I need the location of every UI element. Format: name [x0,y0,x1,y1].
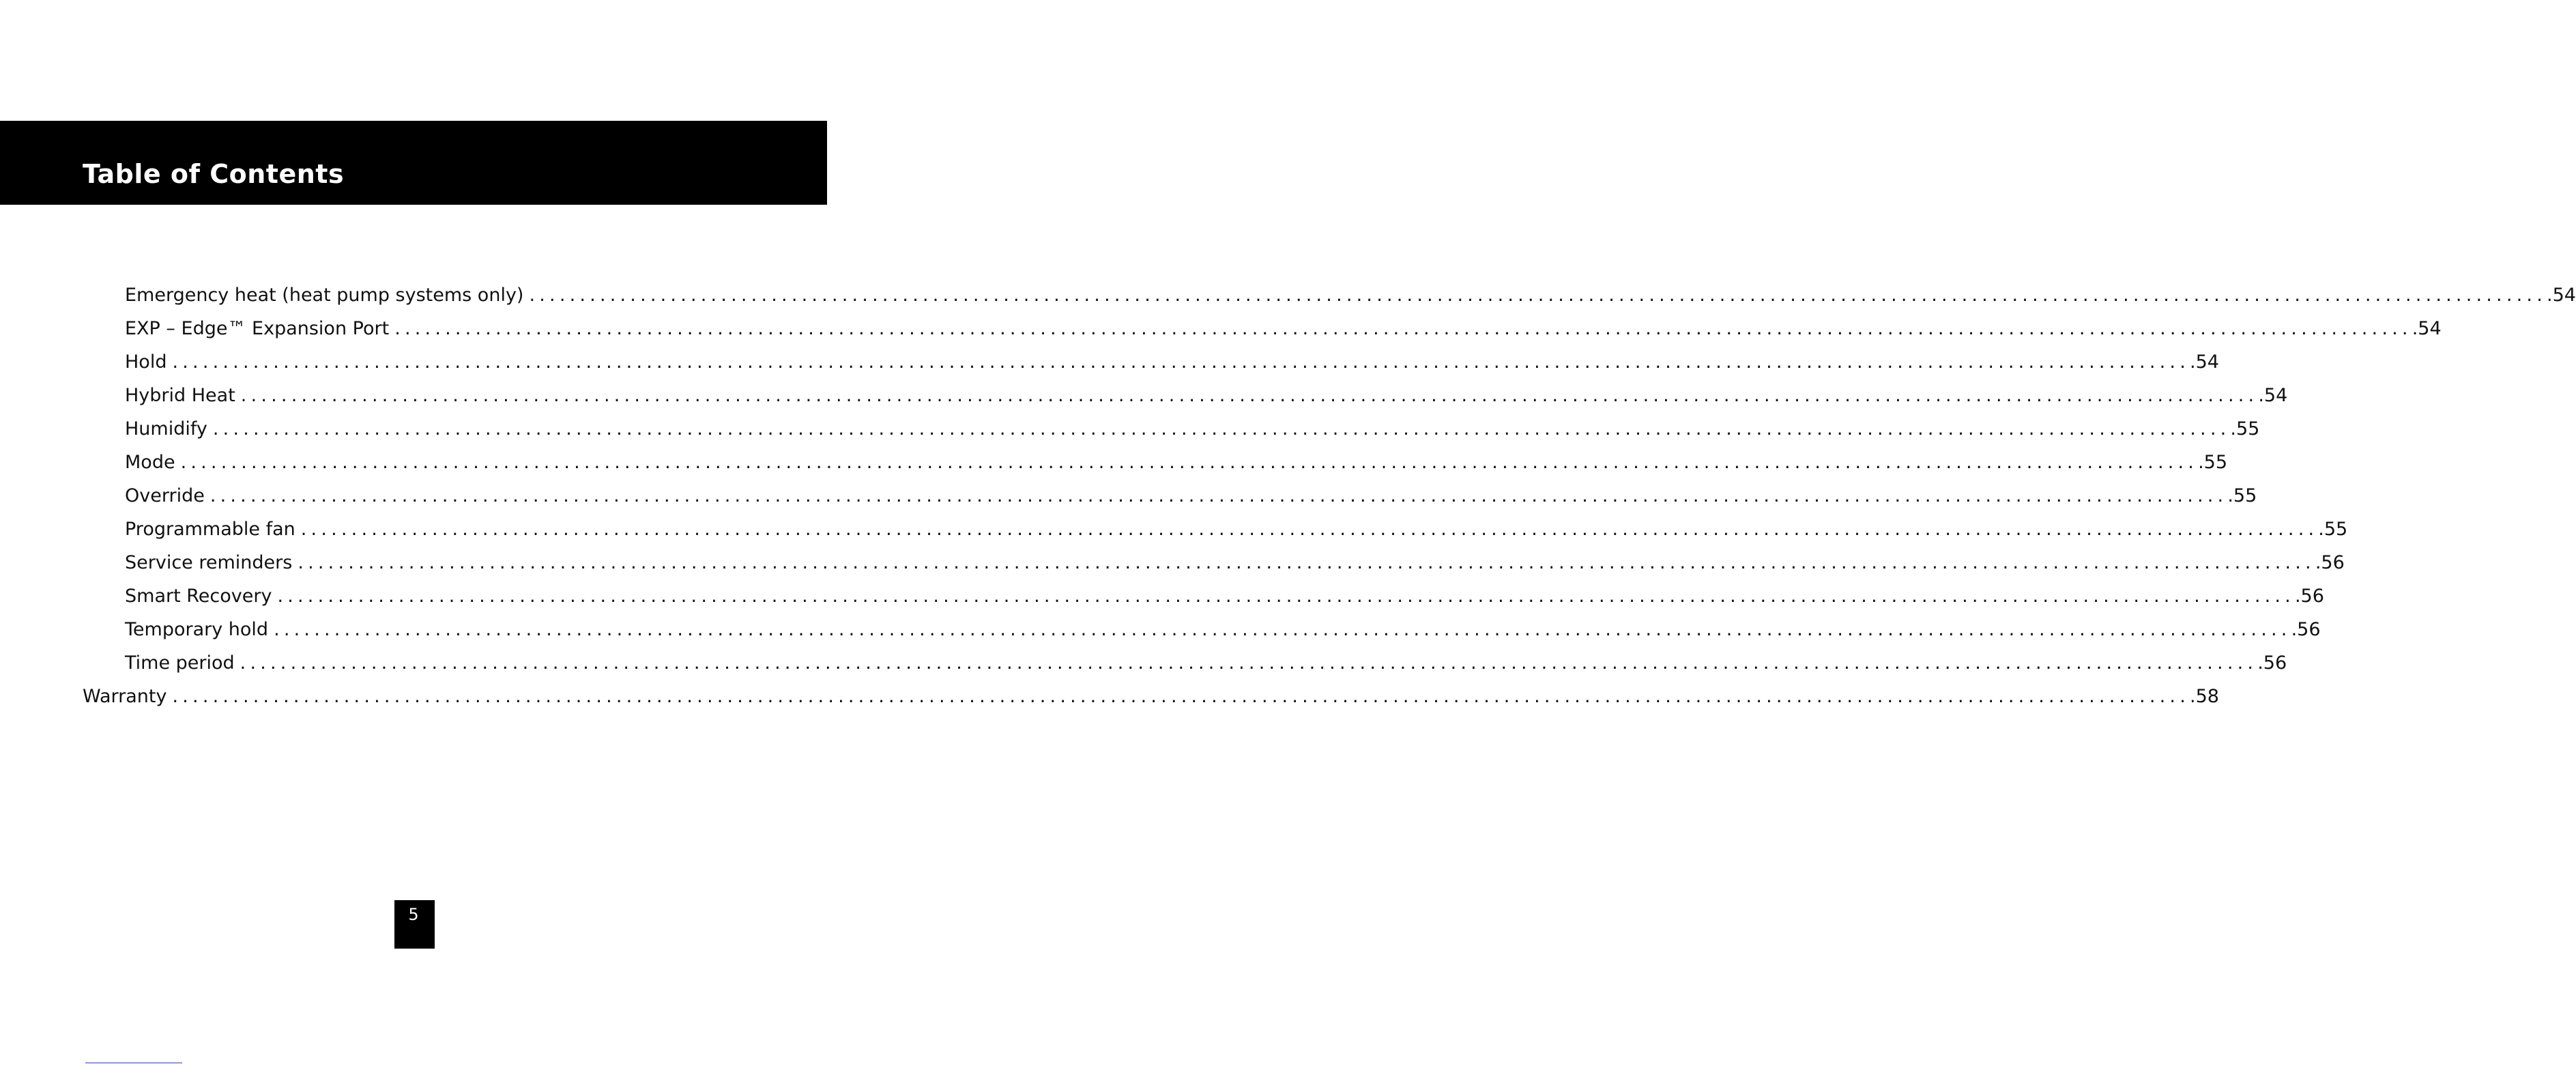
toc-entry-page: .54 [2546,285,2576,306]
toc-entry-page: .56 [2257,652,2287,674]
toc-entry-label: Humidify [125,418,207,439]
toc-leader-dots: ........................................................................................................................................................................................................ [298,552,2315,573]
toc-entry-page: .56 [2294,586,2324,607]
toc-entry[interactable] [125,412,2260,446]
toc-leader-dots: ........................................................................................................................................................................................................ [240,385,2259,406]
toc-entry-label: Emergency heat (heat pump systems only) [125,285,524,306]
toc-entry[interactable] [125,278,2576,312]
toc-entry-page: .55 [2230,418,2260,439]
toc-entry-page: .55 [2318,519,2348,540]
toc-entry-label: Smart Recovery [125,586,272,607]
toc-leader-dots: ........................................................................................................................................................................................................ [212,418,2231,439]
toc-leader-dots: ........................................................................................................................................................................................................ [529,285,2547,306]
toc-leader-dots: ........................................................................................................................................................................................................ [172,686,2190,707]
toc-entry-page: .54 [2189,351,2219,373]
page-number: 5 [408,905,419,924]
toc-entry-page: .56 [2315,552,2345,573]
toc-entry-label: Programmable fan [125,519,295,540]
toc-entry-label: Hold [125,351,167,373]
toc-leader-dots: ........................................................................................................................................................................................................ [180,452,2199,473]
toc-entry-page: .55 [2198,452,2228,473]
toc-entry-label: Warranty [83,686,167,707]
toc-entry[interactable] [125,613,2321,646]
toc-entry-label: EXP – Edge™ Expansion Port [125,318,390,339]
toc-entry-page: .54 [2258,385,2288,406]
toc-entry[interactable] [125,379,2288,412]
toc-entry-label: Hybrid Heat [125,385,235,406]
toc-entry-page: .54 [2412,318,2442,339]
toc-entry[interactable] [125,312,2442,345]
toc-entry[interactable] [83,680,2219,713]
toc-entry[interactable] [125,546,2345,579]
toc-entry-label: Temporary hold [125,619,269,640]
toc-entry-label: Override [125,485,205,506]
toc-leader-dots: ........................................................................................................................................................................................................ [277,586,2295,607]
toc-leader-dots: ........................................................................................................................................................................................................ [209,485,2228,506]
toc-entry[interactable] [125,479,2257,513]
page-number-box [394,900,435,949]
toc-entry[interactable] [125,579,2324,613]
toc-entry-page: .58 [2189,686,2219,707]
toc-entry-label: Service reminders [125,552,293,573]
toc-entry[interactable] [125,345,2219,379]
toc-leader-dots: ........................................................................................................................................................................................................ [172,351,2190,373]
toc-entry-label: Time period [125,652,235,674]
toc-entry-page: .55 [2227,485,2257,506]
toc-entry[interactable] [125,646,2287,680]
toc-entry[interactable] [125,513,2348,546]
toc-entry[interactable] [125,446,2228,479]
toc-leader-dots: ........................................................................................................................................................................................................ [394,318,2412,339]
toc-leader-dots: ........................................................................................................................................................................................................ [240,652,2258,674]
page-title: Table of Contents [83,159,345,189]
toc-leader-dots: ........................................................................................................................................................................................................ [300,519,2319,540]
toc-entry-label: Mode [125,452,175,473]
toc-entry-page: .56 [2291,619,2321,640]
toc-leader-dots: ........................................................................................................................................................................................................ [274,619,2291,640]
